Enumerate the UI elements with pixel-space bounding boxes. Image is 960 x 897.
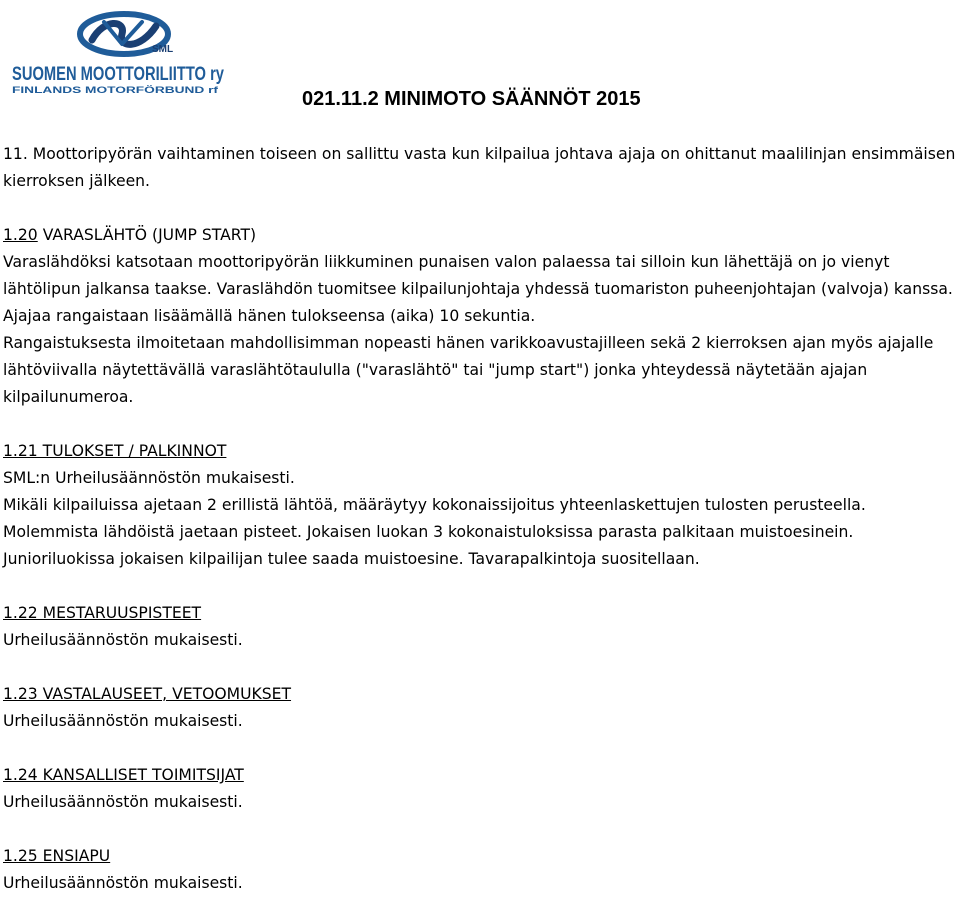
rules-content (3, 141, 957, 897)
page-title: 021.11.2 MINIMOTO SÄÄNNÖT 2015 (302, 88, 641, 110)
rule-1-23-body: Urheilusäännöstön mukaisesti. (3, 712, 243, 730)
rule-11: 11. Moottoripyörän vaihtaminen toiseen on sallittu vasta kun kilpailua johtava ajaja on ohittanut maalilinjan ensimmäisen kierroksen jälkeen. (3, 145, 956, 190)
rule-1-21-line-1: SML:n Urheilusäännöstön mukaisesti. (3, 469, 295, 487)
section-heading-1-21: 1.21 TULOKSET / PALKINNOT (3, 442, 227, 460)
sml-monogram-icon (80, 14, 173, 55)
section-heading-1-20 (3, 222, 957, 249)
rule-1-20-body-1: Varaslähdöksi katsotaan moottoripyörän liikkuminen punaisen valon palaessa tai silloin kun lähettäjä on jo vienyt lähtölipun jalkansa taakse. Varaslähdön tuomitsee kilpailunjohtaja yhdessä tuomariston puheenjohtajan (valvoja) kanssa. Ajajaa rangaistaan lisäämällä hänen tulokseensa (aika) 10 sekuntia. (3, 253, 953, 325)
rule-1-20-body-2: Rangaistuksesta ilmoitetaan mahdollisimman nopeasti hänen varikkoavustajilleen sekä 2 kierroksen ajan myös ajajalle lähtöviivalla näytettävällä varaslähtötaululla ("varaslähtö" tai "jump start") jonka yhteydessä näytetään ajajan kilpailunumeroa. (3, 334, 934, 406)
rule-1-25-body: Urheilusäännöstön mukaisesti. (3, 874, 243, 892)
logo-org-name-swedish: FINLANDS MOTORFÖRBUND rf (12, 85, 220, 95)
rule-1-21-body: Mikäli kilpailuissa ajetaan 2 erillistä lähtöä, määräytyy kokonaissijoitus yhteenlaskettujen tulosten perusteella. Molemmista lähdöistä jaetaan pisteet. Jokaisen luokan 3 kokonaistuloksissa parasta palkitaan muistoesinein. Junioriluokissa jokaisen kilpailijan tulee saada muistoesine. Tavarapalkintoja suositellaan. (3, 496, 866, 568)
logo-org-name: SUOMEN MOOTTORILIITTO ry (12, 64, 225, 85)
section-title-1-20: VARASLÄHTÖ (JUMP START) (37, 226, 257, 244)
section-number-1-20: 1.20 (3, 226, 38, 244)
sml-logo (4, 4, 238, 104)
section-heading-1-23: 1.23 VASTALAUSEET, VETOOMUKSET (3, 685, 292, 703)
section-heading-1-24: 1.24 KANSALLISET TOIMITSIJAT (3, 766, 244, 784)
logo-monogram: SML (152, 44, 174, 55)
section-heading-1-25: 1.25 ENSIAPU (3, 847, 111, 865)
rule-1-22-body: Urheilusäännöstön mukaisesti. (3, 631, 243, 649)
rule-1-24-body: Urheilusäännöstön mukaisesti. (3, 793, 243, 811)
section-heading-1-22: 1.22 MESTARUUSPISTEET (3, 604, 202, 622)
